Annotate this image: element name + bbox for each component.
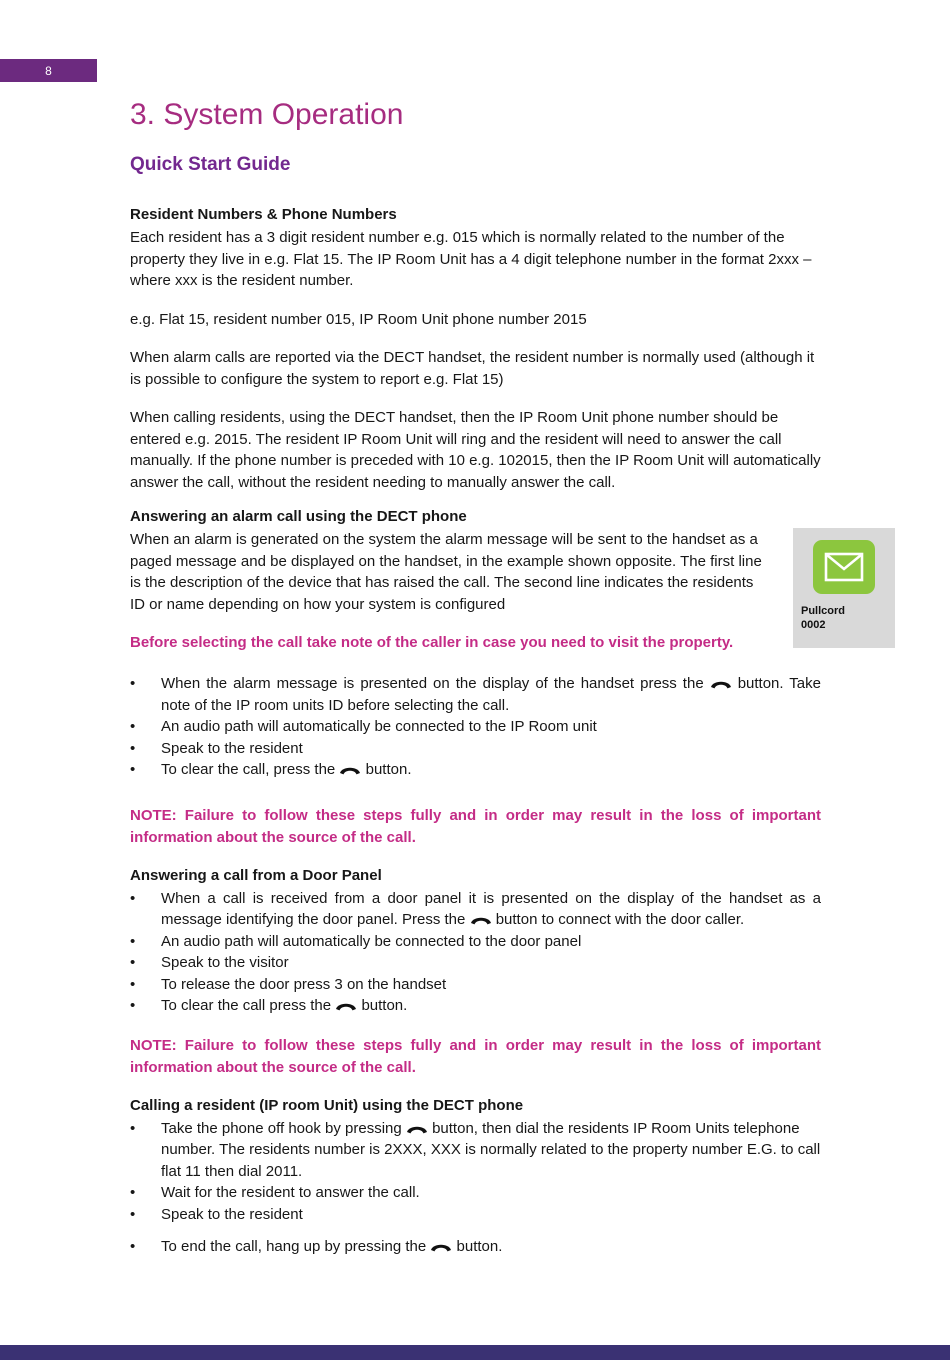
- warning-before-selecting: Before selecting the call take note of the caller in case you need to visit the property.: [130, 634, 734, 651]
- bullet-text-post: button to connect with the door caller.: [495, 911, 745, 928]
- alarm-bullet-list: [130, 673, 821, 781]
- bullet-marker: •: [130, 1238, 136, 1255]
- answer-call-handset-icon: [710, 673, 732, 695]
- end-call-handset-icon: [335, 995, 357, 1017]
- bullet-text-post: button.: [456, 1238, 503, 1255]
- list-item: [130, 759, 821, 781]
- display-label: [793, 604, 895, 632]
- page-number-tab: [0, 59, 97, 82]
- bullet-marker: •: [130, 1119, 136, 1137]
- end-call-handset-icon: [339, 759, 361, 781]
- bullet-text-post: button.: [361, 997, 408, 1014]
- bullet-marker: •: [130, 739, 136, 757]
- paragraph-resident-numbers-2: e.g. Flat 15, resident number 015, IP Room Unit phone number 2015: [130, 310, 587, 328]
- paragraph-answering-alarm: When an alarm is generated on the system the alarm message will be sent to the handset as a paged message and be displayed on the handset, in the example shown opposite. The first line is the description of the device that has raised the call. The second line indicates the residents ID or name depending on how your system is configured: [130, 531, 762, 613]
- bullet-text-pre: When the alarm message is presented on the display of the handset press the: [161, 675, 704, 692]
- bullet-text-post: button, then dial the residents IP Room Units telephone number. The residents number is 2XXX, XXX is normally related to the property number E.G. to call flat 11 then dial 2011.: [161, 1119, 821, 1180]
- bullet-marker: •: [130, 997, 136, 1014]
- bullet-marker: •: [130, 889, 136, 907]
- heading-calling-resident: Calling a resident (IP room Unit) using the DECT phone: [130, 1096, 524, 1114]
- list-item-text: To release the door press 3 on the handset: [161, 975, 447, 993]
- bullet-marker: •: [130, 675, 136, 692]
- list-item-text: [161, 888, 821, 931]
- bullet-marker: •: [130, 954, 136, 971]
- display-label-line1: Pullcord: [801, 605, 846, 617]
- paragraph-resident-numbers-4: When calling residents, using the DECT handset, then the IP Room Unit phone number should be entered e.g. 2015. The resident IP Room Unit will ring and the resident will need to answer the call manually. If the phone number is preceded with 10 e.g. 102015, then the IP Room Unit will automatically answer the call, without the resident needing to manually answer the call.: [130, 409, 821, 491]
- list-item-text: [161, 759, 821, 781]
- bullet-text-pre: When a call is received from a door panel it is presented on the display of the handset as a message identifying the door panel. Press the: [161, 889, 821, 928]
- list-item: [130, 673, 821, 716]
- answer-call-handset-icon: [470, 909, 492, 931]
- bullet-text-pre: Take the phone off hook by pressing: [161, 1119, 402, 1137]
- note-alarm-steps: NOTE: Failure to follow these steps fully and in order may result in the loss of important information about the source of the call.: [130, 806, 821, 846]
- section-subtitle: Quick Start Guide: [130, 154, 291, 175]
- page-title: 3. System Operation: [130, 98, 404, 131]
- list-item-text: [161, 1236, 821, 1258]
- heading-door-panel: Answering a call from a Door Panel: [130, 866, 382, 884]
- document-content: [130, 98, 846, 1262]
- bullet-marker: •: [130, 761, 136, 778]
- off-hook-handset-icon: [406, 1118, 428, 1140]
- display-label-line2: 0002: [801, 619, 826, 631]
- list-item: [130, 1118, 821, 1183]
- list-item-text: An audio path will automatically be connected to the door panel: [161, 932, 582, 950]
- calling-resident-bullet-list: [130, 1118, 821, 1258]
- bullet-marker: •: [130, 975, 136, 993]
- list-item-text: An audio path will automatically be connected to the IP Room unit: [161, 718, 597, 735]
- footer-bar: [0, 1345, 950, 1360]
- list-item: [130, 1182, 821, 1204]
- handset-display-screenshot: [793, 528, 895, 648]
- message-envelope-icon: [813, 540, 875, 594]
- list-item-text: Speak to the resident: [161, 739, 303, 757]
- list-item: [130, 974, 821, 996]
- list-item: [130, 888, 821, 931]
- list-item: [130, 1236, 821, 1258]
- hang-up-handset-icon: [430, 1236, 452, 1258]
- bullet-marker: •: [130, 718, 136, 735]
- bullet-marker: •: [130, 932, 136, 950]
- list-item-text: [161, 995, 821, 1017]
- note-door-panel-steps: NOTE: Failure to follow these steps fully and in order may result in the loss of important information about the source of the call.: [130, 1036, 821, 1076]
- door-panel-bullet-list: [130, 888, 821, 1017]
- bullet-text-pre: To clear the call, press the: [161, 761, 336, 778]
- heading-answering-alarm: Answering an alarm call using the DECT phone: [130, 508, 467, 525]
- bullet-text-post: button. Take note of the IP room units ID before selecting the call.: [161, 675, 821, 714]
- list-item-text: Wait for the resident to answer the call.: [161, 1184, 420, 1201]
- paragraph-resident-numbers-3: When alarm calls are reported via the DECT handset, the resident number is normally used (although it is possible to configure the system to report e.g. Flat 15): [130, 349, 815, 388]
- list-item-text: Speak to the visitor: [161, 954, 289, 971]
- list-item: [130, 716, 821, 738]
- list-item-text: [161, 673, 821, 716]
- list-item-text: [161, 1118, 821, 1183]
- list-item: [130, 995, 821, 1017]
- bullet-text-pre: To clear the call press the: [161, 997, 332, 1014]
- list-item: [130, 952, 821, 974]
- page-number: 8: [45, 63, 52, 78]
- list-item-text: Speak to the resident: [161, 1205, 303, 1223]
- bullet-marker: •: [130, 1184, 136, 1201]
- list-item: [130, 931, 821, 953]
- paragraph-resident-numbers-1: Each resident has a 3 digit resident number e.g. 015 which is normally related to the number of the property they live in e.g. Flat 15. The IP Room Unit has a 4 digit telephone number in the format 2xxx – where xxx is the resident number.: [130, 229, 812, 289]
- bullet-text-post: button.: [365, 761, 412, 778]
- heading-resident-numbers: Resident Numbers & Phone Numbers: [130, 206, 397, 223]
- list-item: [130, 1204, 821, 1226]
- bullet-text-pre: To end the call, hang up by pressing the: [161, 1238, 427, 1255]
- section-answering-alarm: [130, 506, 846, 849]
- list-item: [130, 738, 821, 760]
- bullet-marker: •: [130, 1205, 136, 1223]
